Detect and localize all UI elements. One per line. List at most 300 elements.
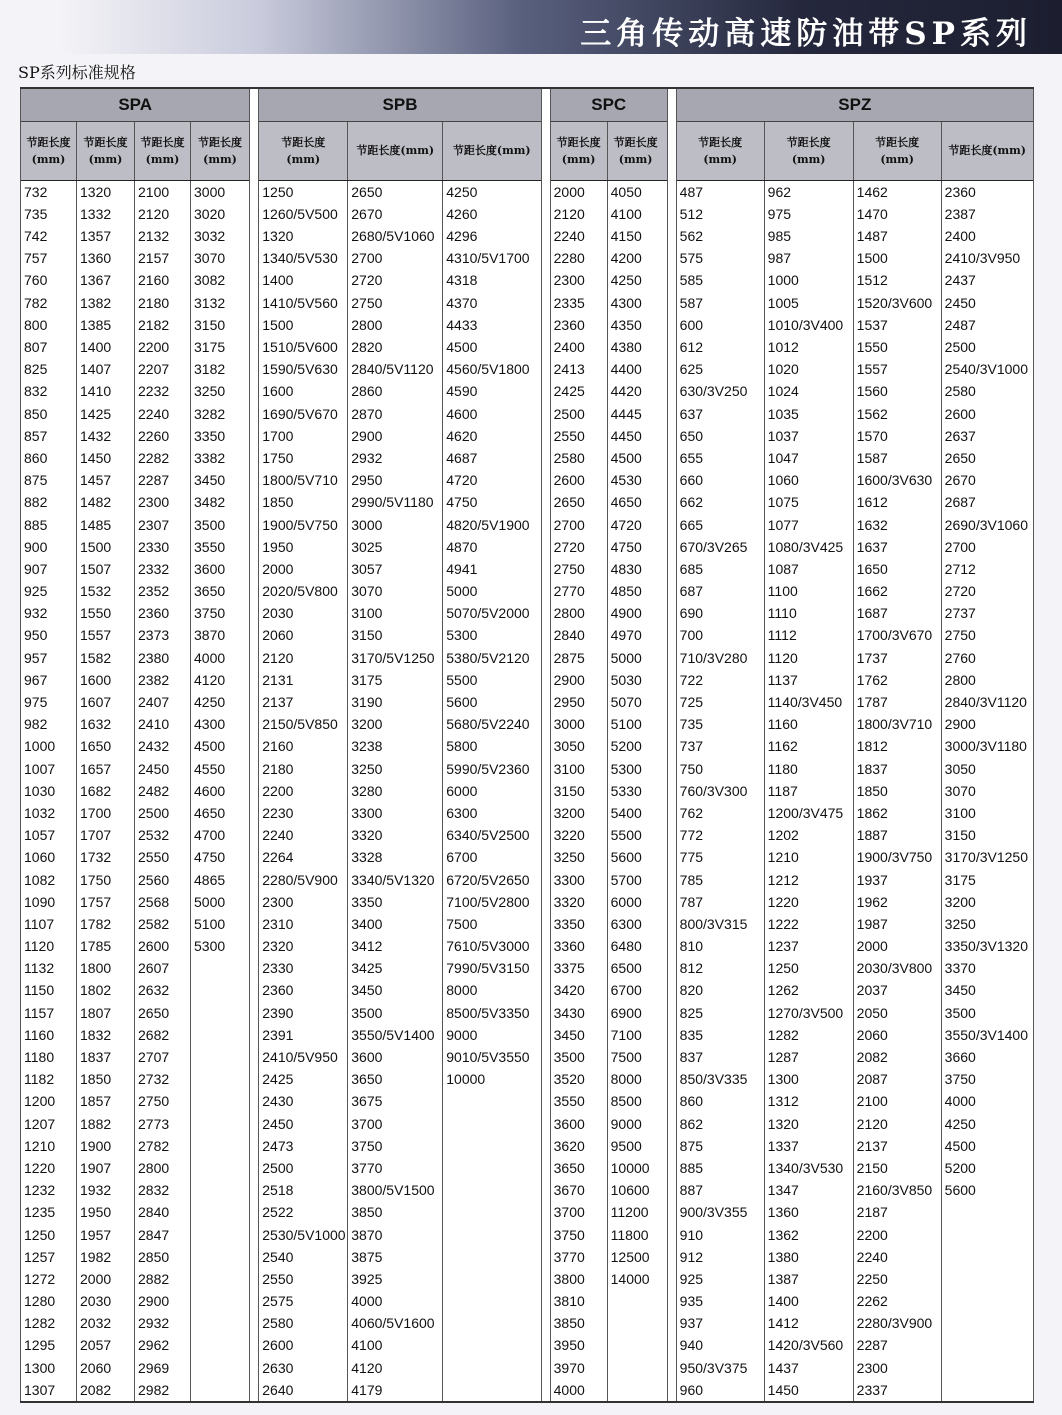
table-cell: 10000 xyxy=(610,1159,650,1176)
table-cell: 2832 xyxy=(138,1182,170,1199)
table-cell: 3412 xyxy=(351,938,383,955)
table-cell: 2387 xyxy=(944,205,976,222)
table-cell: 1320 xyxy=(80,183,112,200)
table-cell: 1557 xyxy=(80,627,112,644)
table-cell: 762 xyxy=(679,804,704,821)
table-cell: 3550/5V1400 xyxy=(351,1026,435,1043)
table-cell: 3025 xyxy=(351,538,383,555)
table-cell: 1982 xyxy=(80,1248,112,1265)
table-cell: 2307 xyxy=(138,516,170,533)
table-cell: 3750 xyxy=(194,605,226,622)
table-cell: 962 xyxy=(767,183,792,200)
table-cell: 2932 xyxy=(351,449,383,466)
table-cell: 2500 xyxy=(138,804,170,821)
table-cell: 1487 xyxy=(856,228,888,245)
table-cell: 2682 xyxy=(138,1026,170,1043)
table-cell: 2352 xyxy=(138,583,170,600)
table-cell: 2770 xyxy=(553,583,585,600)
table-cell: 4060/5V1600 xyxy=(351,1315,435,1332)
column-header: 节距长度(mm) xyxy=(948,144,1027,158)
table-cell: 1200 xyxy=(24,1093,56,1110)
table-cell: 1862 xyxy=(856,804,888,821)
table-cell: 1700 xyxy=(80,804,112,821)
table-cell: 4433 xyxy=(446,316,478,333)
table-cell: 875 xyxy=(24,472,48,489)
table-cell: 1650 xyxy=(856,560,888,577)
table-cell: 2840 xyxy=(553,627,585,644)
table-cell: 1280 xyxy=(24,1293,56,1310)
table-cell: 925 xyxy=(679,1270,704,1287)
table-cell: 2720 xyxy=(351,272,383,289)
table-cell: 3600 xyxy=(194,560,226,577)
table-cell: 3400 xyxy=(351,915,383,932)
table-cell: 1632 xyxy=(80,716,112,733)
table-cell: 2157 xyxy=(138,250,170,267)
table-cell: 5200 xyxy=(944,1159,976,1176)
group-separator xyxy=(542,89,550,1401)
table-cell: 2580 xyxy=(944,383,976,400)
table-cell: 2560 xyxy=(138,871,170,888)
table-cell: 6720/5V2650 xyxy=(446,871,530,888)
table-cell: 1662 xyxy=(856,583,888,600)
table-cell: 1385 xyxy=(80,316,112,333)
table-cell: 1957 xyxy=(80,1226,112,1243)
table-cell: 2450 xyxy=(944,294,976,311)
table-cell: 1500 xyxy=(262,316,294,333)
table-cell: 4300 xyxy=(194,716,226,733)
table-cell: 2532 xyxy=(138,827,170,844)
table-cell: 2137 xyxy=(262,694,294,710)
table-body xyxy=(259,181,541,1401)
table-cell: 2132 xyxy=(138,228,170,245)
table-cell: 3238 xyxy=(351,738,383,755)
table-cell: 630/3V250 xyxy=(679,383,748,400)
table-cell: 3650 xyxy=(351,1071,383,1088)
table-column xyxy=(259,181,348,1401)
table-cell: 8000 xyxy=(446,982,478,999)
table-cell: 800 xyxy=(24,316,48,333)
table-cell: 937 xyxy=(679,1315,704,1332)
table-cell: 4250 xyxy=(944,1115,976,1132)
table-cell: 2700 xyxy=(553,516,585,533)
table-cell: 3000 xyxy=(553,716,585,733)
table-cell: 3360 xyxy=(553,938,585,955)
table-cell: 2120 xyxy=(138,205,170,222)
table-cell: 2600 xyxy=(138,938,170,955)
table-cell: 4370 xyxy=(446,294,478,311)
table-cell: 1380 xyxy=(767,1248,799,1265)
table-cell: 7500 xyxy=(610,1049,642,1065)
table-cell: 3425 xyxy=(351,960,383,977)
table-cell: 4941 xyxy=(446,560,478,577)
table-cell: 882 xyxy=(24,494,48,511)
table-cell: 982 xyxy=(24,716,48,733)
table-cell: 7100 xyxy=(610,1026,642,1043)
table-cell: 2087 xyxy=(856,1071,888,1088)
table-cell: 1220 xyxy=(24,1159,56,1176)
table-cell: 5400 xyxy=(610,804,642,821)
table-cell: 832 xyxy=(24,383,48,400)
table-cell: 3450 xyxy=(194,472,226,489)
table-cell: 2260 xyxy=(138,427,170,444)
table-cell: 3500 xyxy=(194,516,226,533)
table-cell: 1812 xyxy=(856,738,888,755)
table-cell: 1080/3V425 xyxy=(767,538,844,555)
table-cell: 5500 xyxy=(446,671,478,688)
table-cell: 2060 xyxy=(856,1026,888,1043)
table-cell: 4250 xyxy=(194,694,226,710)
table-cell: 5100 xyxy=(610,716,642,733)
table-cell: 2550 xyxy=(262,1270,294,1287)
table-cell: 1470 xyxy=(856,205,888,222)
table-cell: 2287 xyxy=(856,1337,888,1354)
table-cell: 690 xyxy=(679,605,704,622)
table-cell: 3482 xyxy=(194,494,226,511)
table-cell: 1012 xyxy=(767,339,799,355)
table-cell: 860 xyxy=(24,449,48,466)
table-cell: 2575 xyxy=(262,1293,294,1310)
table-cell: 960 xyxy=(679,1381,704,1398)
table-cell: 3340/5V1320 xyxy=(351,871,435,888)
table-cell: 6000 xyxy=(446,782,478,799)
table-cell: 1962 xyxy=(856,893,888,910)
column-header: 节距长度 (mm) xyxy=(765,122,854,180)
table-cell: 4970 xyxy=(610,627,642,644)
table-cell: 5100 xyxy=(194,915,226,932)
table-cell: 1387 xyxy=(767,1270,799,1287)
table-cell: 2637 xyxy=(944,427,976,444)
table-cell: 1200/3V475 xyxy=(767,804,844,821)
table-cell: 2607 xyxy=(138,960,170,977)
table-cell: 1600 xyxy=(80,671,112,688)
table-cell: 1235 xyxy=(24,1204,56,1221)
table-cell: 10600 xyxy=(610,1182,650,1199)
table-cell: 6000 xyxy=(610,893,642,910)
table-cell: 782 xyxy=(24,294,48,311)
table-cell: 1272 xyxy=(24,1270,56,1287)
table-cell: 4560/5V1800 xyxy=(446,361,530,378)
table-cell: 3800 xyxy=(553,1270,585,1287)
table-cell: 3670 xyxy=(553,1182,585,1199)
table-cell: 3000/3V1180 xyxy=(944,738,1027,755)
table-cell: 8500 xyxy=(610,1093,642,1110)
table-cell: 2720 xyxy=(944,583,976,600)
table-cell: 1202 xyxy=(767,827,799,844)
table-cell: 860 xyxy=(679,1093,704,1110)
table-cell: 1857 xyxy=(80,1093,112,1110)
table-cell: 1000 xyxy=(24,738,56,755)
table-cell: 2473 xyxy=(262,1137,294,1154)
table-cell: 3450 xyxy=(351,982,383,999)
table-cell: 2640 xyxy=(262,1381,294,1398)
table-cell: 1182 xyxy=(24,1071,55,1088)
table-cell: 1632 xyxy=(856,516,888,533)
column-header: 节距长度 (mm) xyxy=(259,122,348,180)
table-cell: 3170/3V1250 xyxy=(944,849,1028,866)
table-cell: 3375 xyxy=(553,960,585,977)
table-cell: 1367 xyxy=(80,272,112,289)
table-cell: 887 xyxy=(679,1182,704,1199)
table-cell: 2900 xyxy=(944,716,976,733)
column-header: 节距长度(mm) xyxy=(452,144,531,158)
table-cell: 685 xyxy=(679,560,704,577)
table-cell: 1120 xyxy=(24,938,55,955)
table-cell: 1000 xyxy=(767,272,799,289)
table-cell: 2582 xyxy=(138,915,170,932)
table-cell: 4500 xyxy=(610,449,642,466)
table-cell: 1132 xyxy=(24,960,55,977)
table-column xyxy=(348,181,443,1401)
table-cell: 2332 xyxy=(138,560,170,577)
group-header: SPA xyxy=(21,89,249,122)
table-cell: 1340/3V530 xyxy=(767,1159,844,1176)
table-cell: 1782 xyxy=(80,915,112,932)
table-cell: 4900 xyxy=(610,605,642,622)
table-cell: 1400 xyxy=(767,1293,799,1310)
table-cell: 5600 xyxy=(610,849,642,866)
table-cell: 4000 xyxy=(944,1093,976,1110)
table-cell: 1937 xyxy=(856,871,888,888)
table-cell: 3132 xyxy=(194,294,226,311)
section-subtitle: SP系列标准规格 xyxy=(18,63,136,82)
column-header-row xyxy=(259,122,541,181)
table-cell: 4120 xyxy=(194,671,226,688)
table-cell: 4310/5V1700 xyxy=(446,250,530,267)
table-cell: 2160 xyxy=(262,738,294,755)
table-cell: 3700 xyxy=(351,1115,383,1132)
table-column xyxy=(443,181,540,1401)
table-cell: 1140/3V450 xyxy=(767,694,843,710)
table-cell: 2950 xyxy=(351,472,383,489)
table-cell: 2320 xyxy=(262,938,294,955)
table-cell: 1222 xyxy=(767,915,799,932)
table-cell: 2800 xyxy=(351,316,383,333)
table-cell: 2650 xyxy=(351,183,383,200)
table-cell: 912 xyxy=(679,1248,704,1265)
table-cell: 2030 xyxy=(262,605,294,622)
table-cell: 2750 xyxy=(138,1093,170,1110)
column-header: 节距长度 (mm) xyxy=(198,135,242,166)
table-column xyxy=(942,181,1033,1401)
table-cell: 8500/5V3350 xyxy=(446,1004,530,1021)
table-cell: 4400 xyxy=(610,361,642,378)
table-cell: 1550 xyxy=(80,605,112,622)
table-cell: 3660 xyxy=(944,1049,976,1065)
table-cell: 687 xyxy=(679,583,704,600)
table-cell: 2390 xyxy=(262,1004,294,1021)
table-cell: 907 xyxy=(24,560,48,577)
page-title: 三角传动高速防油带SP系列 xyxy=(580,16,1032,52)
table-cell: 885 xyxy=(679,1159,704,1176)
table-cell: 800/3V315 xyxy=(679,915,748,932)
table-cell: 2240 xyxy=(553,228,585,245)
table-cell: 3420 xyxy=(553,982,585,999)
table-cell: 1400 xyxy=(80,339,112,355)
table-cell: 660 xyxy=(679,472,704,489)
table-cell: 4650 xyxy=(610,494,642,511)
table-cell: 2650 xyxy=(553,494,585,511)
table-cell: 4100 xyxy=(351,1337,383,1354)
table-cell: 3350 xyxy=(553,915,585,932)
table-cell: 650 xyxy=(679,427,704,444)
table-column xyxy=(608,181,664,1401)
table-cell: 850/3V335 xyxy=(679,1071,748,1088)
table-cell: 1090 xyxy=(24,893,56,910)
table-cell: 1787 xyxy=(856,694,888,710)
table-cell: 1537 xyxy=(856,316,888,333)
table-cell: 1450 xyxy=(767,1381,799,1398)
table-cell: 2518 xyxy=(262,1182,294,1199)
table-cell: 3182 xyxy=(194,361,226,378)
table-cell: 1950 xyxy=(80,1204,112,1221)
table-group-spb xyxy=(258,89,542,1401)
table-cell: 1024 xyxy=(767,383,799,400)
table-cell: 3600 xyxy=(553,1115,585,1132)
table-cell: 2120 xyxy=(553,205,585,222)
table-cell: 4850 xyxy=(610,583,642,600)
table-cell: 1762 xyxy=(856,671,888,688)
table-cell: 4500 xyxy=(446,339,478,355)
table-cell: 2030/3V800 xyxy=(856,960,933,977)
table-cell: 1700/3V670 xyxy=(856,627,933,644)
table-cell: 2037 xyxy=(856,982,888,999)
table-cell: 2300 xyxy=(138,494,170,511)
table-cell: 1320 xyxy=(262,228,294,245)
table-cell: 2131 xyxy=(262,671,294,688)
table-cell: 655 xyxy=(679,449,704,466)
table-cell: 2437 xyxy=(944,272,976,289)
table-cell: 2900 xyxy=(138,1293,170,1310)
table-cell: 1700 xyxy=(262,427,294,444)
table-cell: 2540/3V1000 xyxy=(944,361,1028,378)
table-cell: 4620 xyxy=(446,427,478,444)
table-cell: 2240 xyxy=(856,1248,888,1265)
table-cell: 3550 xyxy=(194,538,226,555)
table-cell: 1312 xyxy=(767,1093,799,1110)
table-cell: 1257 xyxy=(24,1248,56,1265)
table-cell: 3750 xyxy=(944,1071,976,1088)
table-cell: 3500 xyxy=(351,1004,383,1021)
table-cell: 1110 xyxy=(767,605,797,622)
table-cell: 735 xyxy=(679,716,704,733)
table-cell: 1107 xyxy=(24,915,55,932)
table-cell: 2500 xyxy=(262,1159,294,1176)
table-cell: 1785 xyxy=(80,938,112,955)
table-cell: 2670 xyxy=(351,205,383,222)
table-cell: 2380 xyxy=(138,649,170,666)
table-cell: 835 xyxy=(679,1026,704,1043)
table-cell: 612 xyxy=(679,339,704,355)
table-cell: 1837 xyxy=(80,1049,112,1065)
table-cell: 2800 xyxy=(553,605,585,622)
table-cell: 3430 xyxy=(553,1004,585,1021)
table-cell: 2432 xyxy=(138,738,170,755)
table-cell: 2200 xyxy=(856,1226,888,1243)
table-cell: 5990/5V2360 xyxy=(446,760,530,777)
spec-tables xyxy=(20,87,1034,1403)
table-cell: 1260/5V500 xyxy=(262,205,338,222)
table-cell: 4120 xyxy=(351,1359,383,1376)
table-cell: 885 xyxy=(24,516,48,533)
table-cell: 1950 xyxy=(262,538,294,555)
table-cell: 4200 xyxy=(610,250,642,267)
table-cell: 4600 xyxy=(446,405,478,422)
table-cell: 1457 xyxy=(80,472,112,489)
table-cell: 2240 xyxy=(138,405,170,422)
table-cell: 1187 xyxy=(767,782,798,799)
table-cell: 585 xyxy=(679,272,704,289)
table-cell: 2262 xyxy=(856,1293,888,1310)
table-cell: 2632 xyxy=(138,982,170,999)
table-cell: 1410/5V560 xyxy=(262,294,338,311)
table-cell: 2840 xyxy=(138,1204,170,1221)
table-cell: 1557 xyxy=(856,361,888,378)
table-cell: 600 xyxy=(679,316,704,333)
table-cell: 2550 xyxy=(553,427,585,444)
table-cell: 910 xyxy=(679,1226,704,1243)
table-cell: 4700 xyxy=(194,827,226,844)
table-cell: 512 xyxy=(679,205,704,222)
table-cell: 2700 xyxy=(351,250,383,267)
table-cell: 4380 xyxy=(610,339,642,355)
table-cell: 1320 xyxy=(767,1115,799,1132)
table-cell: 5600 xyxy=(446,694,478,710)
table-cell: 1832 xyxy=(80,1026,112,1043)
table-cell: 2430 xyxy=(262,1093,294,1110)
table-cell: 4870 xyxy=(446,538,478,555)
table-cell: 625 xyxy=(679,361,704,378)
table-cell: 2425 xyxy=(262,1071,294,1088)
table-cell: 3282 xyxy=(194,405,226,422)
column-header: 节距长度 (mm) xyxy=(854,122,942,180)
table-cell: 3750 xyxy=(553,1226,585,1243)
table-cell: 1707 xyxy=(80,827,112,844)
table-cell: 587 xyxy=(679,294,704,311)
table-cell: 3150 xyxy=(553,782,585,799)
table-cell: 1987 xyxy=(856,915,888,932)
table-cell: 1232 xyxy=(24,1182,56,1199)
table-cell: 4050 xyxy=(610,183,642,200)
table-cell: 1800/3V710 xyxy=(856,716,933,733)
table-cell: 1907 xyxy=(80,1159,112,1176)
table-cell: 2522 xyxy=(262,1204,294,1221)
column-header: 节距长度(mm) xyxy=(348,122,443,180)
table-cell: 1882 xyxy=(80,1115,112,1132)
table-cell: 1180 xyxy=(767,760,798,777)
table-cell: 3870 xyxy=(351,1226,383,1243)
table-cell: 1412 xyxy=(767,1315,799,1332)
table-cell: 3350/3V1320 xyxy=(944,938,1028,955)
table-cell: 4530 xyxy=(610,472,642,489)
table-cell: 2969 xyxy=(138,1359,170,1376)
table-cell: 935 xyxy=(679,1293,704,1310)
table-cell: 2150 xyxy=(856,1159,888,1176)
table-cell: 4865 xyxy=(194,871,226,888)
table-cell: 2330 xyxy=(138,538,170,555)
table-cell: 812 xyxy=(679,960,704,977)
table-cell: 3050 xyxy=(553,738,585,755)
table-cell: 1340/5V530 xyxy=(262,250,338,267)
table-cell: 732 xyxy=(24,183,48,200)
table-cell: 11200 xyxy=(610,1204,649,1221)
table-cell: 2990/5V1180 xyxy=(351,494,434,511)
table-body xyxy=(21,181,249,1401)
table-cell: 1732 xyxy=(80,849,112,866)
table-cell: 3450 xyxy=(553,1026,585,1043)
table-cell: 2707 xyxy=(138,1049,170,1065)
table-cell: 2280 xyxy=(553,250,585,267)
table-cell: 2882 xyxy=(138,1270,170,1287)
